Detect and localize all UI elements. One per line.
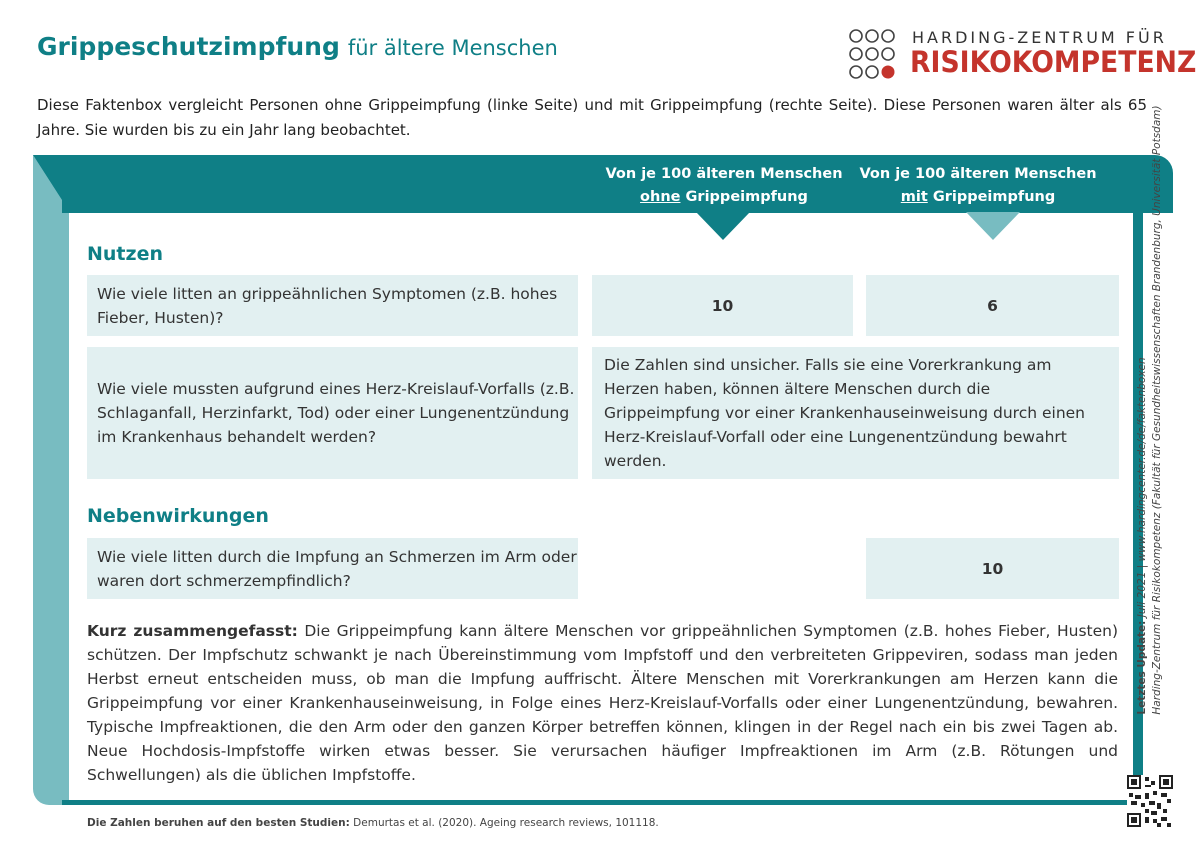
source-citation: Demurtas et al. (2020). Ageing research reviews, 101118. <box>349 817 659 829</box>
side-update-label: Letztes Update: <box>1136 620 1148 715</box>
section-title-nutzen: Nutzen <box>87 243 163 265</box>
source-footnote <box>87 817 659 829</box>
side-update-text: Juli 2021 | www.hardingcenter.de/de/faktenboxen <box>1136 357 1148 621</box>
side-info-text <box>1135 105 1165 714</box>
title-subtitle: für ältere Menschen <box>347 36 558 60</box>
title-bold: Grippeschutzimpfung <box>37 32 340 61</box>
factbox-bottom-border <box>62 800 1143 805</box>
side-update-line <box>1135 105 1150 714</box>
harding-center-logo <box>848 28 1197 86</box>
logo-circles-icon <box>848 28 908 82</box>
column-header-with-line1: Von je 100 älteren Menschen <box>859 166 1097 182</box>
value-with-arm-pain: 10 <box>866 538 1119 599</box>
factbox-left-border <box>33 155 69 805</box>
qr-code-icon[interactable] <box>1127 775 1173 827</box>
column-pointer-with <box>966 212 1020 240</box>
value-with-flu-symptoms: 6 <box>866 275 1119 336</box>
column-header-with-rest: Grippeimpfung <box>927 189 1056 205</box>
summary-body: Die Grippeimpfung kann ältere Menschen vor grippeähnlichen Symptomen (z.B. hohes Fieber, Husten) schützen. Der Impfschutz schwankt je nach Übereinstimmung vom Impfstoff und den verbreiteten Grippeviren, sodass man jeden Herbst erneut entscheiden muss, ob man die Impfung auffrischt. Ältere Menschen mit Vorerkrankungen am Herzen kann die Grippeimpfung vor einer Krankenhauseinweisung, in Folge eines Herz-Kreislauf-Vorfalls oder einer Lungenentzündung, bewahren. Typische Impfreaktionen, die den Arm oder den ganzen Körper betreffen können, klingen in der Regel nach ein bis zwei Tagen ab. Neue Hochdosis-Impfstoffe wirken etwas besser. Sie verursachen häufiger Impfreaktionen im Arm (z.B. Rötungen und Schwellungen) als die üblichen Impfstoffe. <box>87 622 1119 784</box>
value-without-flu-symptoms: 10 <box>592 275 853 336</box>
column-header-without-rest: Grippeimpfung <box>680 189 808 205</box>
section-title-nebenwirkungen: Nebenwirkungen <box>87 505 269 527</box>
column-header-without <box>594 163 854 209</box>
side-credit-line: Harding-Zentrum für Risikokompetenz (Fakultät für Gesundheitswissenschaften Brandenburg, Universität Potsdam) <box>1151 105 1163 715</box>
column-header-without-emphasis: ohne <box>640 189 681 205</box>
question-hospitalization: Wie viele mussten aufgrund eines Herz-Kreislauf-Vorfalls (z.B. Schlaganfall, Herzinfarkt, Tod) oder einer Lungenentzündung im Krankenhaus behandelt werden? <box>87 347 578 479</box>
logo-text-bottom: RISIKOKOMPETENZ <box>910 45 1197 79</box>
column-header-without-line1: Von je 100 älteren Menschen <box>605 166 843 182</box>
intro-text: Diese Faktenbox vergleicht Personen ohne Grippeimpfung (linke Seite) und mit Grippeimpfung (rechte Seite). Diese Personen waren älter als 65 Jahre. Sie wurden bis zu ein Jahr lang beobachtet. <box>37 96 1147 139</box>
question-arm-pain: Wie viele litten durch die Impfung an Schmerzen im Arm oder waren dort schmerzempfindlich? <box>87 538 578 599</box>
column-header-with <box>848 163 1108 209</box>
source-label: Die Zahlen beruhen auf den besten Studien: <box>87 817 350 829</box>
question-flu-symptoms: Wie viele litten an grippeähnlichen Symptomen (z.B. hohes Fieber, Husten)? <box>87 275 578 336</box>
summary-text <box>87 619 1118 787</box>
note-hospitalization: Die Zahlen sind unsicher. Falls sie eine Vorerkrankung am Herzen haben, können ältere Menschen durch die Grippeimpfung vor einer Krankenhauseinweisung durch einen Herz-Kreislauf-Vorfall oder eine Lungenentzündung bewahrt werden. <box>592 347 1119 479</box>
column-header-with-line2 <box>848 186 1108 209</box>
summary-label: Kurz zusammengefasst: <box>87 622 298 640</box>
column-header-with-emphasis: mit <box>900 189 928 205</box>
logo-text-top: HARDING-ZENTRUM FÜR <box>912 28 1167 47</box>
column-header-without-line2 <box>594 186 854 209</box>
column-pointer-without <box>696 212 750 240</box>
page-title <box>37 32 558 61</box>
